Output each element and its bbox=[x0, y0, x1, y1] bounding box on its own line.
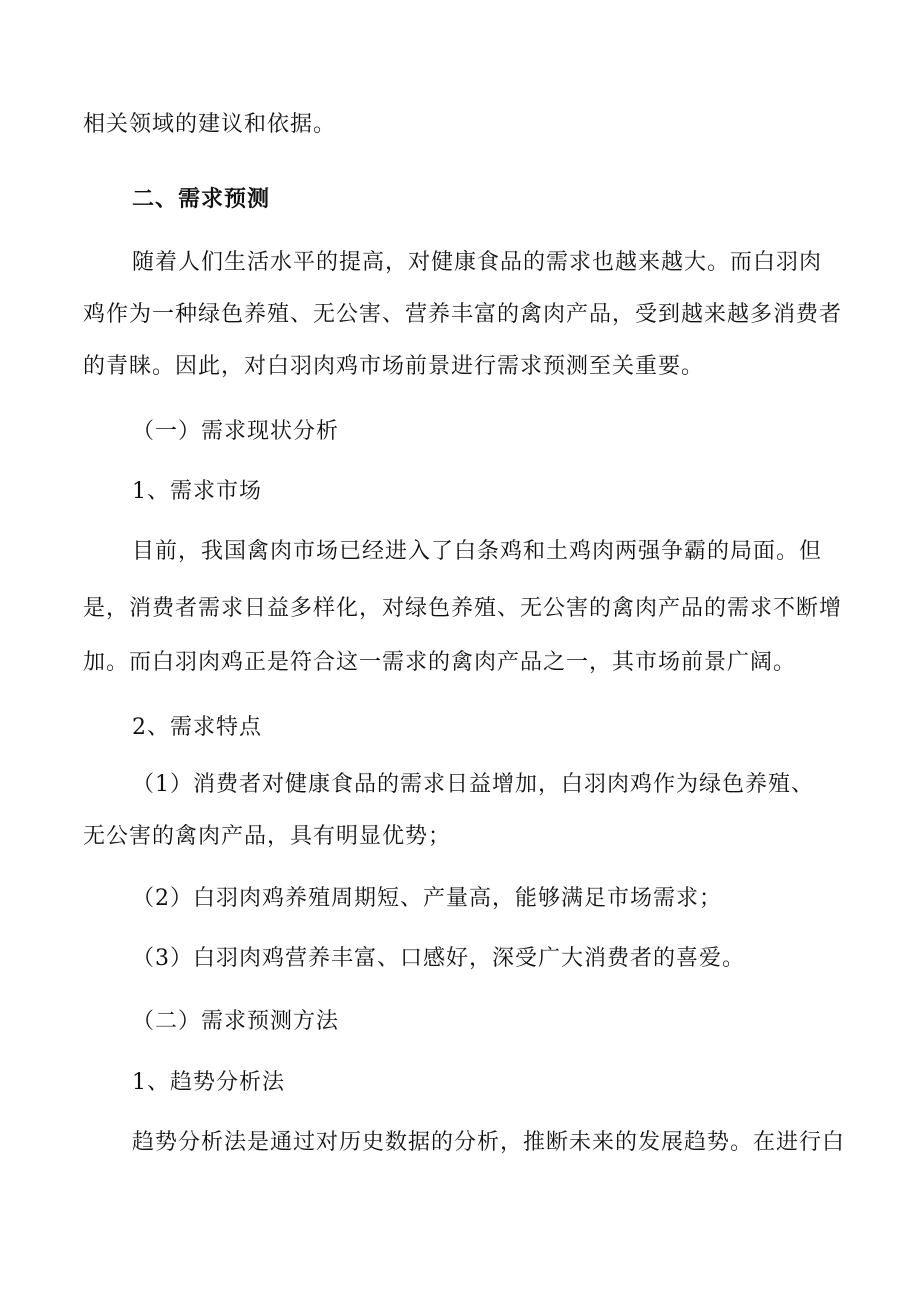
list-item: （1）消费者对健康食品的需求日益增加，白羽肉鸡作为绿色养殖、 bbox=[132, 772, 814, 797]
paragraph-line: 的青睐。因此，对白羽肉鸡市场前景进行需求预测至关重要。 bbox=[83, 354, 705, 379]
subsection-heading: （一）需求现状分析 bbox=[132, 419, 340, 444]
paragraph-line: 相关领域的建议和依据。 bbox=[83, 112, 337, 137]
paragraph-line: 加。而白羽肉鸡正是符合这一需求的禽肉产品之一，其市场前景广阔。 bbox=[83, 650, 797, 675]
item-heading: 1、需求市场 bbox=[132, 479, 262, 504]
section-heading: 二、需求预测 bbox=[132, 187, 271, 212]
paragraph-line: 趋势分析法是通过对历史数据的分析，推断未来的发展趋势。在进行白 bbox=[132, 1130, 846, 1155]
item-heading: 2、需求特点 bbox=[132, 715, 262, 740]
paragraph-line: 随着人们生活水平的提高，对健康食品的需求也越来越大。而白羽肉 bbox=[132, 250, 823, 275]
subsection-heading: （二）需求预测方法 bbox=[132, 1009, 340, 1034]
paragraph-line: 是，消费者需求日益多样化，对绿色养殖、无公害的禽肉产品的需求不断增 bbox=[83, 596, 843, 621]
paragraph-line: 鸡作为一种绿色养殖、无公害、营养丰富的禽肉产品，受到越来越多消费者 bbox=[83, 302, 843, 327]
list-item: （3）白羽肉鸡营养丰富、口感好，深受广大消费者的喜爱。 bbox=[132, 946, 745, 971]
paragraph-line: 目前，我国禽肉市场已经进入了白条鸡和土鸡肉两强争霸的局面。但 bbox=[132, 539, 823, 564]
list-item: （2）白羽肉鸡养殖周期短、产量高，能够满足市场需求； bbox=[132, 886, 722, 911]
list-item-continuation: 无公害的禽肉产品，具有明显优势； bbox=[83, 824, 452, 849]
item-heading: 1、趋势分析法 bbox=[132, 1070, 285, 1095]
